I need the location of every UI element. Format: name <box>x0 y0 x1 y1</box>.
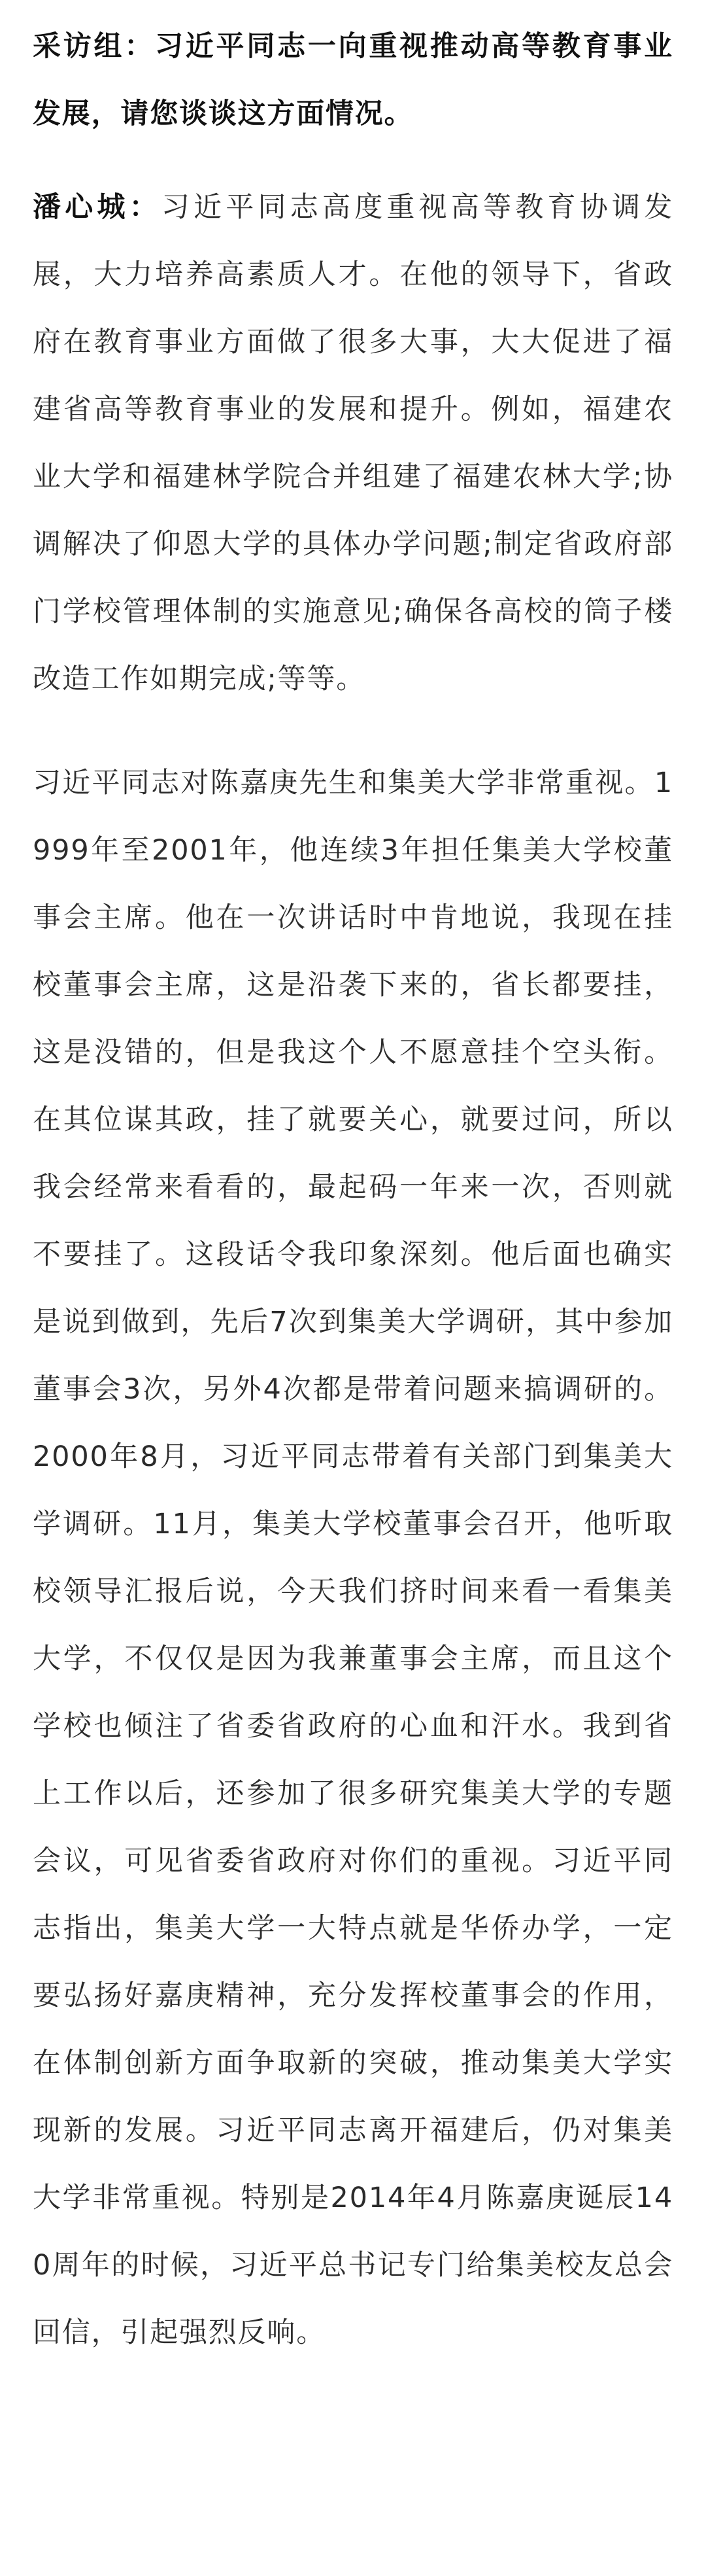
interview-question: 采访组：习近平同志一向重视推动高等教育事业发展，请您谈谈这方面情况。 <box>33 30 673 130</box>
speaker-label: 潘心城： <box>33 191 161 224</box>
interview-answer <box>33 174 673 713</box>
body-paragraph: 习近平同志对陈嘉庚先生和集美大学非常重视。1999年至2001年，他连续3年担任集美大学校董事会主席。他在一次讲话时中肯地说，我现在挂校董事会主席，这是沿袭下来的，省长都要挂，这是没错的，但是我这个人不愿意挂个空头衔。在其位谋其政，挂了就要关心，就要过问，所以我会经常来看看的，最起码一年来一次，否则就不要挂了。这段话令我印象深刻。他后面也确实是说到做到，先后7次到集美大学调研，其中参加董事会3次，另外4次都是带着问题来搞调研的。2000年8月，习近平同志带着有关部门到集美大学调研。11月，集美大学校董事会召开，他听取校领导汇报后说，今天我们挤时间来看一看集美大学，不仅仅是因为我兼董事会主席，而且这个学校也倾注了省委省政府的心血和汗水。我到省上工作以后，还参加了很多研究集美大学的专题会议，可见省委省政府对你们的重视。习近平同志指出，集美大学一大特点就是华侨办学，一定要弘扬好嘉庚精神，充分发挥校董事会的作用，在体制创新方面争取新的突破，推动集美大学实现新的发展。习近平同志离开福建后，仍对集美大学非常重视。特别是2014年4月陈嘉庚诞辰140周年的时候，习近平总书记专门给集美校友总会回信，引起强烈反响。 <box>33 767 673 2349</box>
answer-text: 习近平同志高度重视高等教育协调发展，大力培养高素质人才。在他的领导下，省政府在教育事业方面做了很多大事，大大促进了福建省高等教育事业的发展和提升。例如，福建农业大学和福建林学院合并组建了福建农林大学;协调解决了仰恩大学的具体办学问题;制定省政府部门学校管理体制的实施意见;确保各高校的筒子楼改造工作如期完成;等等。 <box>33 191 673 695</box>
